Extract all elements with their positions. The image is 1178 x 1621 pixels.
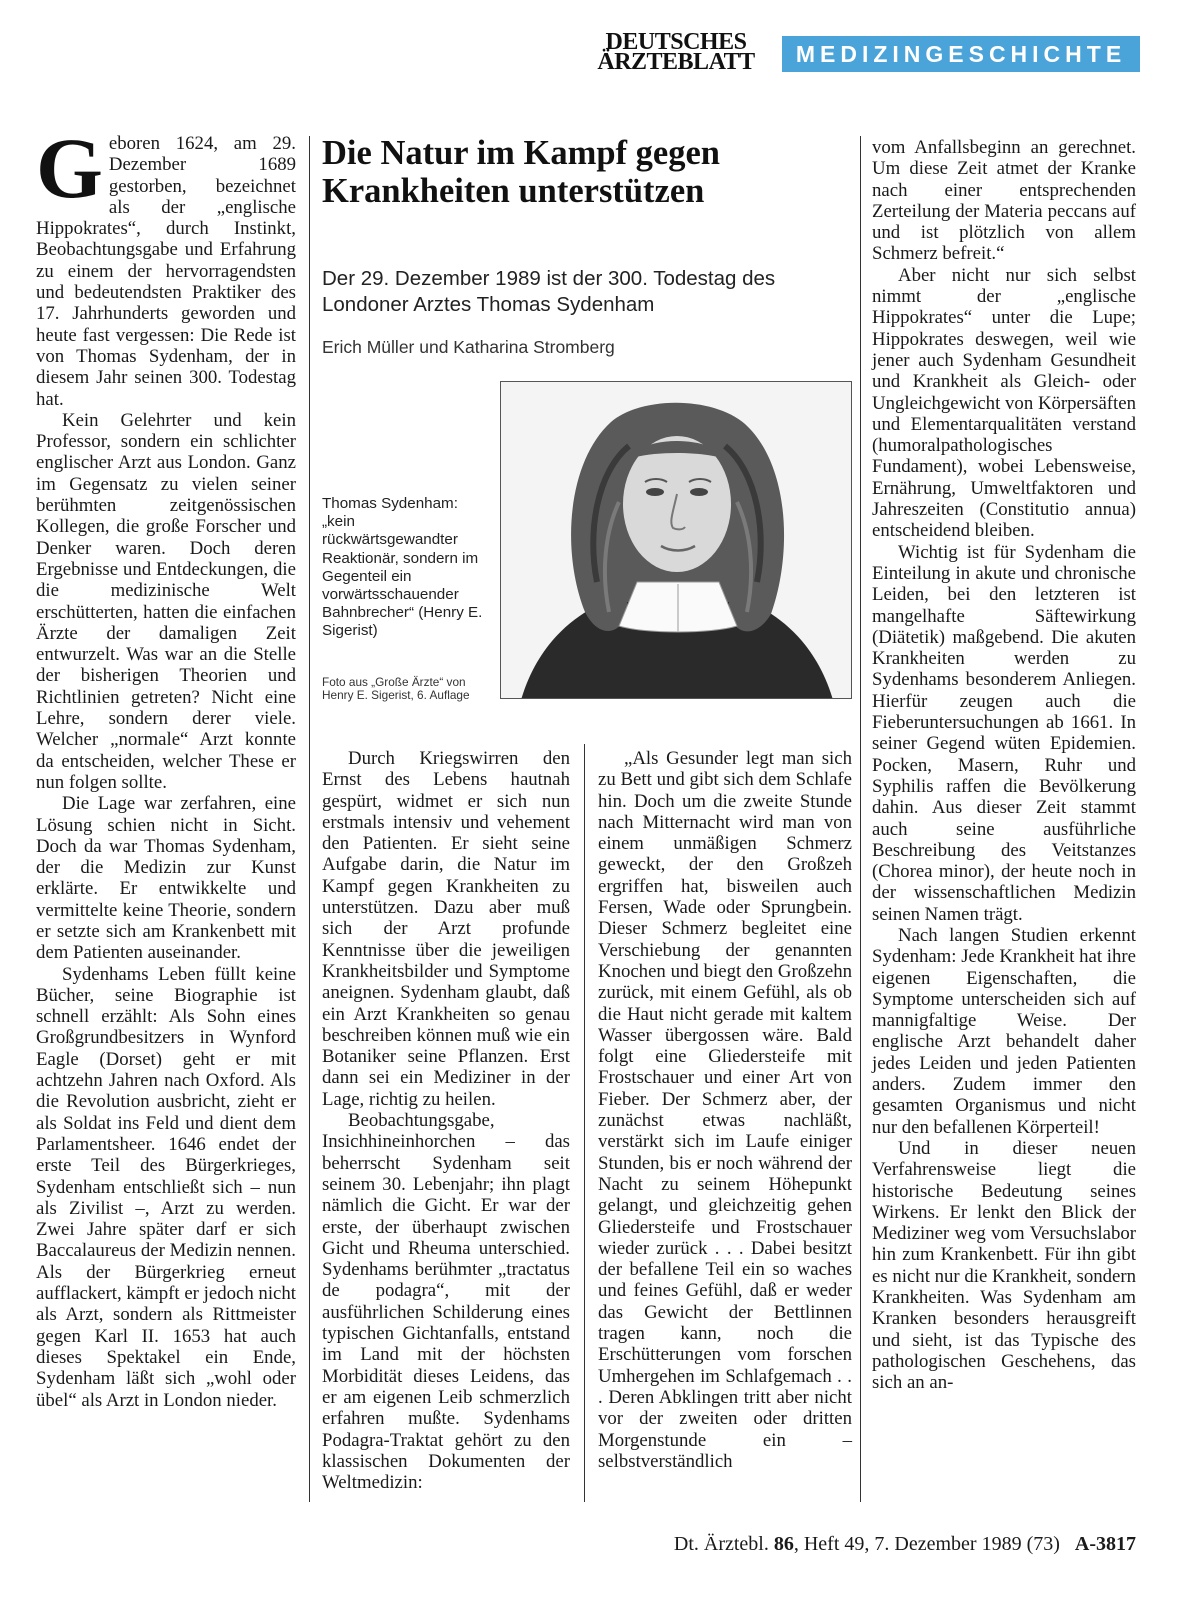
paragraph: Die Lage war zerfahren, eine Lösung schien nicht in Sicht. Doch da war Thomas Sydenham, der die Medizin zur Kunst erklärte. Er entwikkelte und vermittelte keine Theorie, sondern er setzte sich am Krankenbett mit dem Patienten auseinander. bbox=[36, 793, 296, 964]
paragraph: Aber nicht nur sich selbst nimmt der „englische Hippokrates“ unter die Lupe; Hippokrates deswegen, weil wie jener auch Sydenham Gesundheit und Krankheit als Gleich- oder Ungleichgewicht von Körpersäften und Elementarqualitäten verstand (humoralpathologisches Fundament), wobei Lebensweise, Ernährung, Umweltfaktoren und Jahreszeiten (Constitutio annua) entscheidend bleiben. bbox=[872, 264, 1136, 542]
paragraph: vom Anfallsbeginn an gerechnet. Um diese Zeit atmet der Kranke nach einer entsprechenden Zerteilung der Materia peccans auf und ist plötzlich von allem Schmerz befreit.“ bbox=[872, 137, 1136, 265]
paragraph: Und in dieser neuen Verfahrensweise liegt die historische Bedeutung seines Wirkens. Er lenkt den Blick der Mediziner weg vom Versuchslabor hin zum Krankenbett. Für ihn gibt es nicht nur die Krankheit, sondern Krankheiten. Was Sydenham am Kranken besonders herausgreift und sieht, ist das Typische des pathologischen Geschehens, das sich an an- bbox=[872, 1137, 1136, 1394]
paragraph: Geboren 1624, am 29. Dezember 1689 gestorben, bezeichnet als der „englische Hippokrates“, durch Instinkt, Beobachtungsgabe und Erfahrung zu einem der hervorragendsten und bedeutendsten Praktiker des 17. Jahrhunderts geworden und heute fast vergessen: Die Rede ist von Thomas Sydenham, der in diesem Jahr seinen 300. Todestag hat. bbox=[36, 120, 296, 410]
article-column-2 bbox=[322, 748, 570, 1493]
article-column-1 bbox=[36, 120, 296, 1411]
quote-paragraph: „Als Gesunder legt man sich zu Bett und gibt sich dem Schlafe hin. Doch um die zweite Stunde nach Mitternacht wird man von einem unmäßigen Schmerz geweckt, der den Großzeh ergriffen hat, bisweilen auch Fersen, Wade oder Sprungbein. Dieser Schmerz begleitet eine Verschiebung der genannten Knochen und biegt den Großzehn zurück, mit einem Gefühl, als ob die Haut nicht gerade mit kaltem Wasser übergossen wäre. Bald folgt eine Gliedersteife mit Frostschauer und einer Art von Fieber. Der Schmerz aber, der zunächst etwas nachläßt, verstärkt sich im Laufe einiger Stunden, bis er noch während der Nacht zu seinem Höhepunkt gelangt, und gleichzeitig gehen Gliedersteife und Frostschauer wieder zurück . . . Dabei besitzt der befallene Teil ein so waches und feines Gefühl, daß er weder das Gewicht der Bettlinnen tragen kann, noch die Erschütterungen vom forschen Umhergehen im Schlafgemach . . . Deren Abklingen tritt aber nicht vor der zweiten oder dritten Morgenstunde ein – selbstverständlich bbox=[598, 748, 852, 1472]
drop-cap: G bbox=[36, 120, 103, 216]
paragraph: Wichtig ist für Sydenham die Einteilung in akute und chronische Leiden, bei den letzteren ist mangelhafte Säftewirkung (Diätetik) maßgebend. Die akuten Krankheiten werden zu Sydenhams besonderem Anliegen. Hierfür zeugen auch die Fieberuntersuchungen ab 1661. In seiner Gegend wüten Epidemien. Pocken, Masern, Ruhr und Syphilis raffen die Bevölkerung dahin. Aus dieser Zeit stammt auch seine ausführliche Beschreibung des Veitstanzes (Chorea minor), der heute noch in der wissenschaftlichen Medizin seinen Namen trägt. bbox=[872, 541, 1136, 925]
column-divider bbox=[860, 136, 861, 1502]
paragraph: Nach langen Studien erkennt Sydenham: Jede Krankheit hat ihre eigenen Eigenschaften, die Symptome unterscheiden sich auf mannigfaltige Weise. Der englische Arzt behandelt daher jedes Leiden und jeden Patienten anders. Zudem immer den gesamten Organismus und nicht nur den befallenen Körperteil! bbox=[872, 924, 1136, 1138]
article-column-3 bbox=[598, 748, 852, 1472]
page-number: A-3817 bbox=[1074, 1533, 1136, 1555]
paragraph: Durch Kriegswirren den Ernst des Lebens hautnah gespürt, widmet er sich nun erstmals intensiv und vehement den Patienten. Er sieht seine Aufgabe darin, die Natur im Kampf gegen Krankheiten zu unterstützen. Dazu aber muß sich der Arzt profunde Kenntnisse über die jeweiligen Krankheitsbilder und Symptome aneignen. Sydenham glaubt, daß ein Arzt Krankheiten so genau beschreiben können muß wie ein Botaniker seine Pflanzen. Erst dann sei ein Mediziner in der Lage, richtig zu heilen. bbox=[322, 748, 570, 1110]
journal-name-line1: DEUTSCHES bbox=[605, 29, 747, 55]
paragraph: Sydenhams Leben füllt keine Bücher, seine Biographie ist schnell erzählt: Als Sohn eines Großgrundbesitzers in Wynford Eagle (Dorset) geht er mit achtzehn Jahren nach Oxford. Als die Revolution ausbricht, zieht er als Soldat ins Feld und dient dem Parlamentsheer. 1646 endet der erste Teil des Bürgerkrieges, Sydenham entschließt sich – nun als Zivilist –, Arzt zu werden. Zwei Jahre später darf er sich Baccalaureus der Medizin nennen. Als der Bürgerkrieg erneut aufflackert, kämpft er jedoch nicht als Arzt, sondern als Rittmeister gegen Karl II. 1653 hat auch dieses Spektakel ein Ende, Sydenham läßt sich „wohl oder übel“ als Arzt in London nieder. bbox=[36, 963, 296, 1411]
page-footer bbox=[674, 1532, 1136, 1556]
section-banner: MEDIZINGESCHICHTE bbox=[782, 36, 1140, 72]
article-authors: Erich Müller und Katharina Stromberg bbox=[322, 337, 615, 357]
journal-name-line2: ÄRZTEBLATT bbox=[597, 49, 755, 75]
article-title: Die Natur im Kampf gegen Krankheiten unterstützen bbox=[322, 134, 720, 210]
paragraph: Beobachtungsgabe, Insichhineinhorchen – das beherrscht Sydenham seit seinem 30. Lebenjahr; ihn plagt nämlich die Gicht. Er war der erste, der überhaupt zwischen Gicht und Rheuma unterschied. Sydenhams berühmter „tractatus de podagra“, mit der ausführlichen Schilderung eines typischen Gichtanfalls, entstand im Land mit der höchsten Morbidität dieses Leidens, das er am eigenen Leib schmerzlich erfahren mußte. Sydenhams Podagra-Traktat gehört zu den klassischen Dokumenten der Weltmedizin: bbox=[322, 1110, 570, 1494]
article-column-4 bbox=[872, 137, 1136, 1394]
paragraph: Kein Gelehrter und kein Professor, sondern ein schlichter englischer Arzt aus London. Ganz im Gegensatz zu vielen seiner berühmten zeitgenössischen Kollegen, die große Forscher und Denker waren. Doch deren Ergebnisse und Entdeckungen, die die medizinische Welt erschütterten, hatten die einfachen Ärzte der damaligen Zeit entwurzelt. Was war an die Stelle der bisherigen Theorien und Richtlinien getreten? Nicht eine Lehre, sondern derer viele. Welcher „normale“ Arzt konnte da entscheiden, welcher These er nun folgen sollte. bbox=[36, 409, 296, 793]
column-divider bbox=[309, 136, 310, 1502]
journal-logo bbox=[596, 29, 756, 75]
portrait-photo bbox=[500, 381, 852, 699]
photo-credit: Foto aus „Große Ärzte“ von Henry E. Sigerist, 6. Auflage bbox=[322, 675, 470, 703]
article-subtitle: Der 29. Dezember 1989 ist der 300. Todestag des Londoner Arztes Thomas Sydenham bbox=[322, 267, 776, 316]
footer-issue: , Heft 49, 7. Dezember 1989 (73) bbox=[793, 1533, 1060, 1555]
footer-volume: 86 bbox=[773, 1533, 794, 1555]
photo-caption: Thomas Sydenham: „kein rückwärtsgewandter Reaktionär, sondern im Gegenteil ein vorwärtsschauender Bahnbrecher“ (Henry E. Sigerist) bbox=[322, 495, 483, 640]
portrait-illustration bbox=[501, 382, 852, 699]
footer-journal: Dt. Ärztebl. bbox=[673, 1533, 769, 1555]
column-divider bbox=[584, 744, 585, 1502]
